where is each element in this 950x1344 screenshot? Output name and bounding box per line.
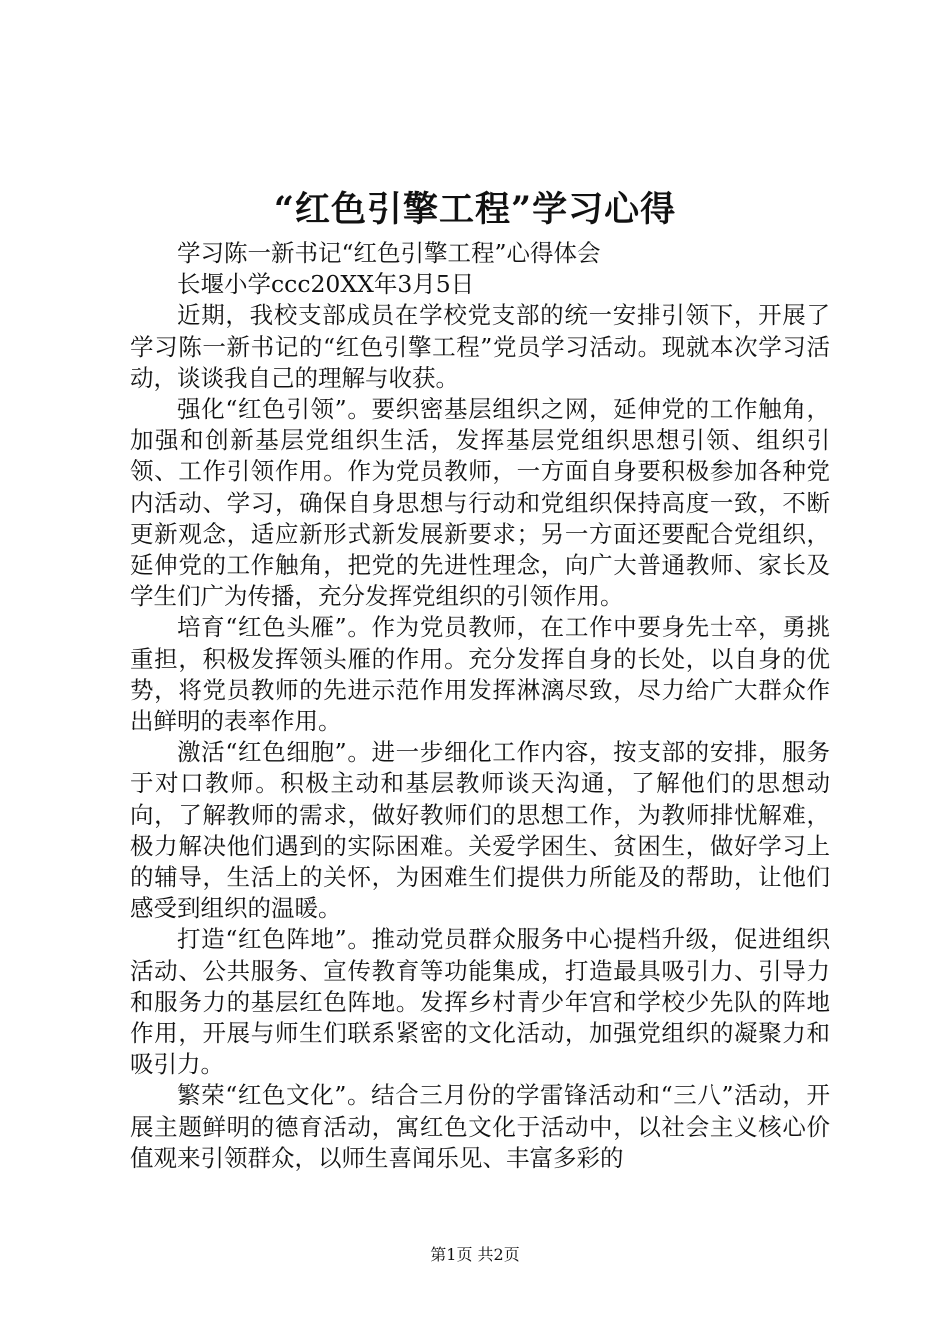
- document-title: “红色引擎工程”学习心得: [273, 189, 677, 230]
- body-paragraph: 培育“红色头雁”。作为党员教师，在工作中要身先士卒，勇挑重担，积极发挥领头雁的作用。充分发挥自身的长处，以自身的优势，将党员教师的先进示范作用发挥淋漓尽致，尽力给广大群众作出鲜明的表率作用。: [130, 613, 830, 736]
- body-paragraph: 激活“红色细胞”。进一步细化工作内容，按支部的安排，服务于对口教师。积极主动和基层教师谈天沟通，了解他们的思想动向，了解教师的需求，做好教师们的思想工作，为教师排忧解难，极力解决他们遇到的实际困难。关爱学困生、贫困生，做好学习上的辅导，生活上的关怀，为困难生们提供力所能及的帮助，让他们感受到组织的温暖。: [130, 738, 830, 923]
- body-paragraph: 近期，我校支部成员在学校党支部的统一安排引领下，开展了学习陈一新书记的“红色引擎工程”党员学习活动。现就本次学习活动，谈谈我自己的理解与收获。: [130, 301, 830, 392]
- author-date-paragraph: 长堰小学ccc20XX年3月5日: [177, 270, 475, 299]
- page-number-footer: 第1页 共2页: [430, 1245, 520, 1264]
- body-paragraph: 打造“红色阵地”。推动党员群众服务中心提档升级，促进组织活动、公共服务、宣传教育等功能集成，打造最具吸引力、引导力和服务力的基层红色阵地。发挥乡村青少年宫和学校少先队的阵地作用，开展与师生们联系紧密的文化活动，加强党组织的凝聚力和吸引力。: [130, 925, 830, 1079]
- body-paragraph: 强化“红色引领”。要织密基层组织之网，延伸党的工作触角，加强和创新基层党组织生活，发挥基层党组织思想引领、组织引领、工作引领作用。作为党员教师，一方面自身要积极参加各种党内活动、学习，确保自身思想与行动和党组织保持高度一致，不断更新观念，适应新形式新发展新要求；另一方面还要配合党组织，延伸党的工作触角，把党的先进性理念，向广大普通教师、家长及学生们广为传播，充分发挥党组织的引领作用。: [130, 395, 830, 611]
- subtitle-paragraph: 学习陈一新书记“红色引擎工程”心得体会: [177, 239, 601, 267]
- document-body: [130, 238, 830, 1174]
- body-paragraph: 繁荣“红色文化”。结合三月份的学雷锋活动和“三八”活动，开展主题鲜明的德育活动，寓红色文化于活动中，以社会主义核心价值观来引领群众，以师生喜闻乐见、丰富多彩的: [130, 1081, 830, 1172]
